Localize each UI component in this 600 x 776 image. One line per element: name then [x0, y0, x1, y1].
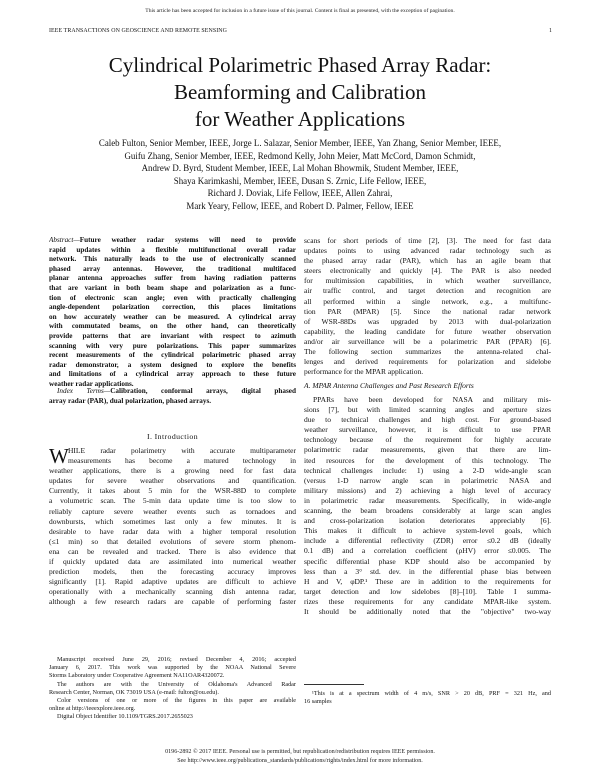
body-line: air traffic control, and target detection and recognition are: [304, 286, 551, 296]
abstract-line: provide patterns that are invariant with respect to azimuth: [49, 331, 296, 340]
abstract-line: network. This naturally leads to the use of electronically scanned: [49, 255, 296, 264]
author-line: Mark Yeary, Fellow, IEEE, and Robert D. Palmer, Fellow, IEEE: [186, 200, 414, 211]
body-line: of WSR-88Ds was upgraded by 2013 with dual-polarization: [304, 316, 551, 326]
intro-continued: [304, 236, 551, 377]
body-line: technology because of the requirement for highly accurate: [304, 435, 551, 445]
intro-line: if quickly updated data are assimilated into numerical weather: [49, 557, 296, 567]
rights-line: See http://www.ieee.org/publications_standards/publications/rights/index.html for more information.: [177, 758, 423, 764]
intro-line: measurements has become a matured technology in: [68, 456, 296, 466]
intro-line: desirable to have radar data with a higher temporal resolution: [49, 526, 296, 536]
author-line: Guifu Zhang, Senior Member, IEEE, Redmond Kelly, John Meier, Matt McCord, Damon Schmidt,: [124, 150, 476, 161]
abstract-line: rapid updates within a flexible multifunctional overall radar: [49, 245, 296, 254]
intro-line: a volumetric scan. The 5-min data update time is too slow to: [49, 496, 296, 506]
intro-line: weather applications, there is a growing need for fast data: [49, 466, 296, 476]
body-line: military missions) and 2) achieving a high level of accuracy: [304, 485, 551, 495]
intro-line: HILE radar polarimetry with accurate multiparameter: [68, 446, 296, 455]
abstract-line: scanning with very pure polarizations. This paper summarizes: [49, 341, 296, 350]
abstract-line: and limitations of a cylindrical array approach to these future: [49, 370, 296, 379]
body-line: technical challenges include: 1) using a 2-D wide-angle scan: [304, 465, 551, 475]
abstract-line: phased array antennas. However, the traditional multifaced: [49, 264, 296, 273]
intro-line: updates for severe weather observations and quantification.: [49, 476, 296, 486]
body-line: lenges and derived requirements for polarization and sidelobe: [304, 357, 551, 367]
body-line: ited resources for the development of this technology. The: [304, 455, 551, 465]
body-line: include a differential reflectivity (ZDR) error ≤0.2 dB (ideally: [304, 536, 551, 546]
body-line: and cross-polarization isolation deteriorates appreciably [6].: [304, 516, 551, 526]
body-line: The following section summarizes the antenna-related chal-: [304, 347, 551, 357]
body-line: weather surveillance, however, it is difficult to use PPAR: [304, 425, 551, 435]
abstract-label: Abstract—: [49, 236, 80, 244]
body-line: steers electronically and quickly [4]. The PAR is also needed: [304, 266, 551, 276]
body-line: sions [7], but with limited scanning angles and aperture sizes: [304, 405, 551, 415]
intro-line: operationally with a mechanically scanning dish antenna radar,: [49, 587, 296, 597]
body-line: target detection and low sidelobes [8]–[10]. Table I summa-: [304, 586, 551, 596]
footnote-spectrum: [304, 690, 551, 706]
author-line: Andrew D. Byrd, Student Member, IEEE, Lal Mohan Bhowmik, Student Member, IEEE,: [141, 163, 459, 174]
abstract-line-text: Future weather radar systems will need to provide: [79, 236, 296, 244]
footnote-line: Digital Object Identifier 10.1109/TGRS.2017.2655023: [57, 713, 193, 721]
footnote-line: Color versions of one or more of the figures in this paper are available: [57, 696, 296, 704]
body-line: updates points to using advanced radar technology such as: [304, 246, 551, 256]
body-line: This makes it difficult to achieve system-level goals, which: [304, 526, 551, 536]
body-line: and/or air surveillance will be a polarimetric PAR (PPAR) [6].: [304, 336, 551, 346]
footnote-line: Manuscript received June 29, 2016; revised December 4, 2016; accepted: [57, 656, 296, 663]
footnote-line: The authors are with the University of Oklahoma's Advanced Radar: [57, 680, 296, 688]
subsection-text: [304, 395, 551, 617]
copyright-line: 0196-2892 © 2017 IEEE. Personal use is permitted, but republication/redistribution requires IEEE permission.: [165, 749, 435, 755]
body-line: all performed within a single network, e.g., a multifunc-: [304, 296, 551, 306]
body-line: H and V, φDP.¹ These are in addition to the requirements for: [304, 576, 551, 586]
intro-line: ena can be revealed and tracked. There is also evidence that: [49, 546, 296, 556]
abstract-line: tion of electronic scan angle; even with practically challenging: [49, 293, 296, 302]
title-line: for Weather Applications: [194, 107, 406, 131]
abstract-line: weather radar applications.: [49, 379, 134, 388]
footnote-line: Storms Laboratory under Cooperative Agreement NA11OAR4320072.: [49, 672, 225, 680]
intro-line: significantly [1]. Rapid adaptive updates are difficult to achieve: [49, 577, 296, 587]
title-line: Cylindrical Polarimetric Phased Array Radar:: [108, 53, 492, 77]
author-line: Caleb Fulton, Senior Member, IEEE, Jorge L. Salazar, Senior Member, IEEE, Yan Zhang, Senior Member, IEEE,: [98, 138, 502, 148]
body-line: polarimetric radar measurements, given that there are lim-: [304, 445, 551, 455]
footnote-manuscript: [49, 656, 296, 722]
index-terms: [49, 387, 296, 406]
index-line: [49, 387, 296, 397]
body-line: (versus 1-D narrow angle scan in polarimetric NASA and: [304, 475, 551, 485]
body-line: specific differential phase KDP should also be accompanied by: [304, 556, 551, 566]
body-line: 0.1 dB) and a correlation coefficient (ρHV) error ≤0.005. The: [304, 546, 551, 556]
abstract-line: with commutated beams, on the other hand, can theoretically: [49, 322, 296, 331]
intro-line: downbursts, which sometimes last only a few minutes. It is: [49, 516, 296, 526]
abstract-line: on how accurately weather can be measured. A cylindrical array: [49, 312, 296, 321]
body-line: capability, the leading candidate for future weather observation: [304, 326, 551, 336]
body-line: It should be additionally noted that the "objective" two-way: [304, 606, 551, 616]
title-line: Beamforming and Calibration: [174, 80, 426, 104]
abstract: [49, 236, 296, 390]
abstract-line: radar demonstrator, a system designed to explore the benefits: [49, 360, 296, 369]
body-line: for multimission capabilities, in which weather surveillance,: [304, 276, 551, 286]
author-line: Shaya Karimkashi, Member, IEEE, Dusan S. Zrnic, Life Fellow, IEEE,: [173, 175, 427, 186]
intro-line: (≤1 min) so that detailed evolutions of severe storm phenom-: [49, 536, 296, 546]
footnote-line: online at http://ieeexplore.ieee.org.: [49, 705, 136, 713]
body-line: scans for short periods of time [2], [3]. The need for fast data: [304, 236, 551, 245]
intro-line: prediction models, then the forecasting accuracy improves: [49, 567, 296, 577]
footnote-line: 16 samples: [304, 698, 332, 706]
abstract-line: recent measurements of the cylindrical polarimetric phased array: [49, 351, 296, 360]
intro-line: reliably capture severe weather events such as tornadoes and: [49, 506, 296, 516]
intro-line: although a few research radars are capable of performing faster: [49, 597, 296, 607]
author-list: [30, 137, 570, 213]
body-line: PPARs have been developed for NASA and military mis-: [313, 395, 551, 404]
abstract-line: angle-dependent polarization correction, this places limitations: [49, 303, 296, 312]
body-line: rizes these requirements for any candidate MPAR-like system.: [304, 596, 551, 606]
page-number: 1: [549, 28, 552, 34]
author-line: Richard J. Doviak, Life Fellow, IEEE, Allen Zahrai,: [207, 188, 393, 199]
drop-cap: W: [49, 444, 69, 468]
body-line: the phased array radar (PAR), which has an agile beam that: [304, 256, 551, 266]
body-line: less than a 3° std. dev. in the differential phase bias between: [304, 566, 551, 576]
index-line: array radar (PAR), dual polarization, phased arrays.: [49, 396, 212, 405]
section-heading: I. Introduction: [146, 432, 199, 441]
running-head: IEEE TRANSACTIONS ON GEOSCIENCE AND REMOTE SENSING: [49, 28, 228, 34]
footnote-line: ¹This is at a spectrum width of 4 m/s, SNR > 20 dB, PRF = 321 Hz, and: [312, 690, 551, 697]
footnote-rule: [304, 684, 364, 685]
index-line-text: Calibration, conformal arrays, digital phased: [110, 387, 296, 395]
abstract-line: that are variant in both beam shape and polarization as a func-: [49, 283, 296, 292]
subsection-heading: A. MPAR Antenna Challenges and Past Research Efforts: [304, 381, 474, 390]
body-line: scanning, the beam broadens considerably at large scan angles: [304, 506, 551, 516]
body-line: in polarimetric radar measurements. Specifically, in wide-angle: [304, 495, 551, 505]
abstract-line: [49, 236, 296, 246]
body-line: tion PAR (MPAR) [5]. Since the national radar network: [304, 306, 551, 316]
paper-title: [30, 52, 570, 133]
body-line: performance for the MPAR application.: [304, 367, 424, 377]
footnote-line: Research Center, Norman, OK 73019 USA (e-mail: fulton@ou.edu).: [49, 688, 219, 696]
body-line: due to technical challenges and high cost. For ground-based: [304, 415, 551, 425]
abstract-line: planar antenna approaches suffer from having radiation patterns: [49, 274, 296, 283]
index-label: Index Terms—: [57, 387, 111, 395]
intro-line: Currently, it takes about 5 min for the WSR-88D to complete: [49, 486, 296, 496]
acceptance-notice: This article has been accepted for inclusion in a future issue of this journal. Content is final as presented, with the exception of pagination.: [145, 8, 455, 14]
footnote-line: January 6, 2017. This work was supported by the NOAA National Severe: [49, 664, 296, 672]
intro-text: [49, 446, 296, 608]
